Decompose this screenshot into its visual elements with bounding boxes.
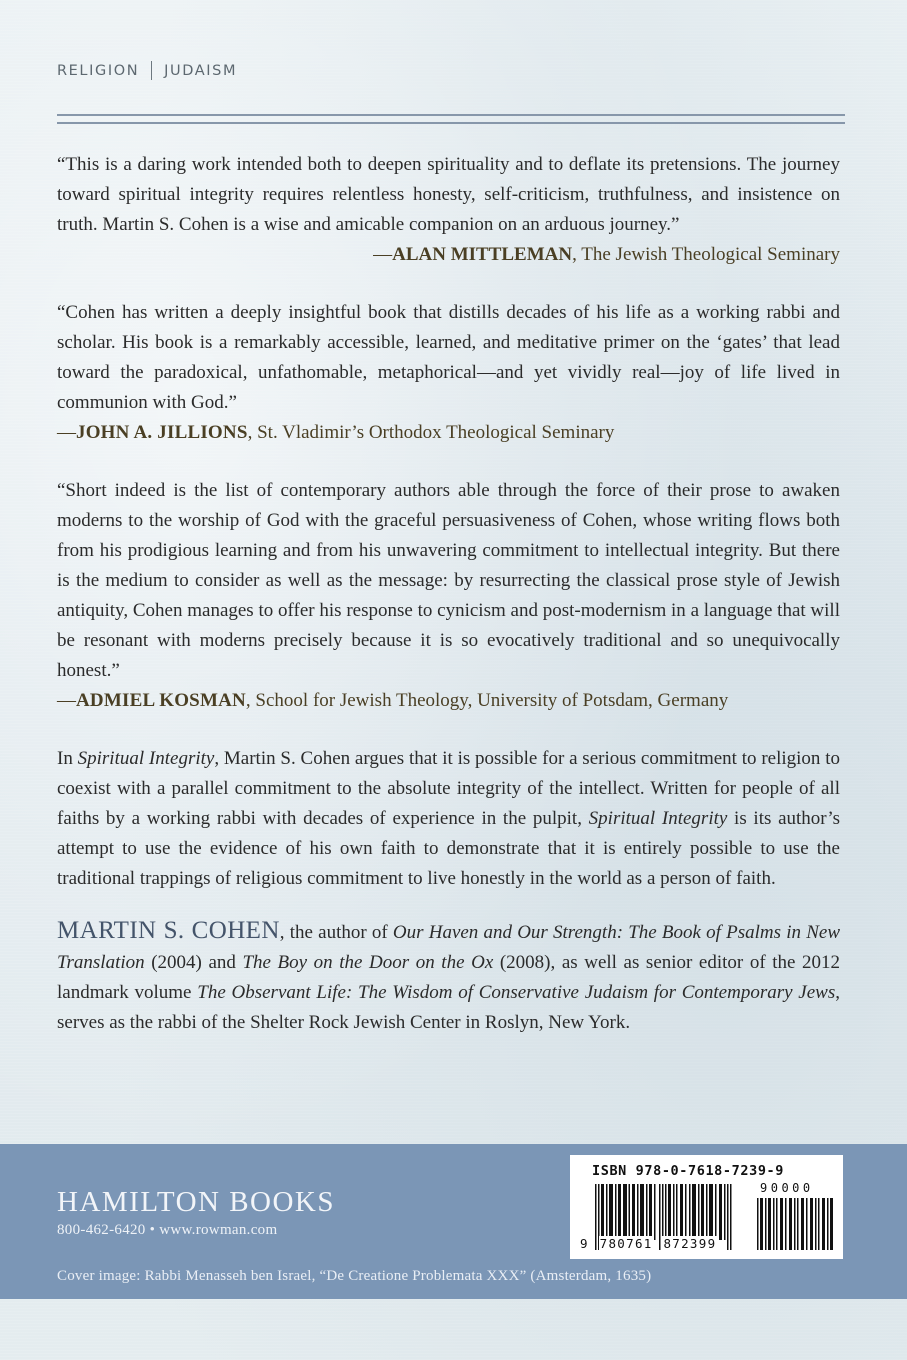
blurb-attribution — [57, 686, 840, 716]
blurb-attribution — [57, 418, 840, 448]
category-secondary: JUDAISM — [164, 62, 238, 79]
blurb-1 — [57, 150, 840, 270]
em-dash: — — [57, 690, 76, 711]
publisher-contact: 800-462-6420 • www.rowman.com — [57, 1222, 278, 1238]
blurb-author: ADMIEL KOSMAN — [76, 690, 246, 711]
blurb-2 — [57, 298, 840, 448]
book-title: Spiritual Integrity — [588, 808, 728, 829]
blurb-affiliation: , The Jewish Theological Seminary — [572, 244, 840, 265]
publisher-name: HAMILTON BOOKS — [57, 1186, 336, 1218]
author-name: MARTIN S. COHEN — [57, 917, 280, 944]
isbn-barcode — [570, 1155, 843, 1259]
category-label — [57, 61, 237, 80]
em-dash: — — [373, 244, 393, 265]
blurb-affiliation: , School for Jewish Theology, University of Potsdam, Germany — [245, 690, 729, 711]
book-title: Spiritual Integrity — [77, 748, 215, 769]
category-primary: RELIGION — [57, 62, 140, 79]
author-bio — [57, 916, 840, 1038]
blurb-text: “Short indeed is the list of contemporary authors able through the force of their prose to awaken moderns to the worship of God with the graceful persuasiveness of Cohen, whose writing flows both from his prodigious learning and from his unwavering commitment to intellectual integrity. But there is the medium to consider as well as the message: by resurrecting the classical prose style of Jewish antiquity, Cohen manages to offer his response to cynicism and post-modernism in a language that will be resonant with moderns precisely because it is so evocatively traditional and so unequivocally honest.” — [57, 480, 840, 681]
bio-text: , serves as the rabbi of the Shelter Rock Jewish Center in Roslyn, New York. — [57, 982, 840, 1033]
category-separator — [151, 61, 152, 80]
blurb-author: JOHN A. JILLIONS — [76, 422, 248, 443]
desc-text: , Martin S. Cohen argues that it is possible for a serious commitment to religion to coexist with a parallel commitment to the absolute integrity of the intellect. Written for people of all faiths by a working rabbi with decades of experience in the pulpit, — [57, 748, 840, 829]
header-rule-top — [57, 114, 845, 116]
barcode-addon-bars-icon — [757, 1198, 833, 1250]
blurb-text: “This is a daring work intended both to deepen spirituality and to deflate its pretensions. The journey toward spiritual integrity requires relentless honesty, self-criticism, truthfulness, and insistence on truth. Martin S. Cohen is a wise and amicable companion on an arduous journey.” — [57, 154, 840, 235]
cover-image-credit: Cover image: Rabbi Menasseh ben Israel, “De Creatione Problemata XXX” (Amsterdam, 1635) — [57, 1268, 652, 1284]
bio-text: (2004) and — [144, 952, 243, 973]
back-cover-content — [57, 150, 840, 1057]
book-title: The Observant Life: The Wisdom of Conservative Judaism for Contemporary Jews — [197, 982, 836, 1003]
desc-text: is its author’s attempt to use the evidence of his own faith to demonstrate that it is entirely possible to use the traditional trappings of religious commitment to live honestly in the world as a person of faith. — [57, 808, 841, 889]
barcode-digits-left: 780761 — [599, 1236, 653, 1251]
blurb-attribution — [373, 240, 840, 270]
blurb-3 — [57, 476, 840, 716]
isbn-label: ISBN 978-0-7618-7239-9 — [592, 1163, 785, 1179]
book-title: The Boy on the Door on the Ox — [242, 952, 494, 973]
desc-text: In — [57, 748, 78, 769]
book-description — [57, 744, 840, 894]
blurb-author: ALAN MITTLEMAN — [392, 244, 573, 265]
barcode-digits-right: 872399 — [663, 1236, 717, 1251]
bio-text: (2008), as well as senior editor of the 2012 landmark volume — [57, 952, 841, 1003]
blurb-text: “Cohen has written a deeply insightful book that distills decades of his life as a working rabbi and scholar. His book is a remarkably accessible, learned, and meditative primer on the ‘gates’ that lead toward the paradoxical, unfathomable, metaphorical—and yet vividly real—joy of life lived in communion with God.” — [57, 302, 840, 413]
blurb-affiliation: , St. Vladimir’s Orthodox Theological Seminary — [247, 422, 615, 443]
bio-text: , the author of — [279, 922, 393, 943]
book-title: Our Haven and Our Strength: The Book of Psalms in New Translation — [57, 922, 840, 973]
em-dash: — — [57, 422, 76, 443]
barcode-digit-first: 9 — [580, 1236, 589, 1251]
barcode-digits — [579, 1236, 717, 1251]
barcode-addon-digits: 90000 — [760, 1181, 814, 1195]
header-rule-bottom — [57, 122, 845, 124]
